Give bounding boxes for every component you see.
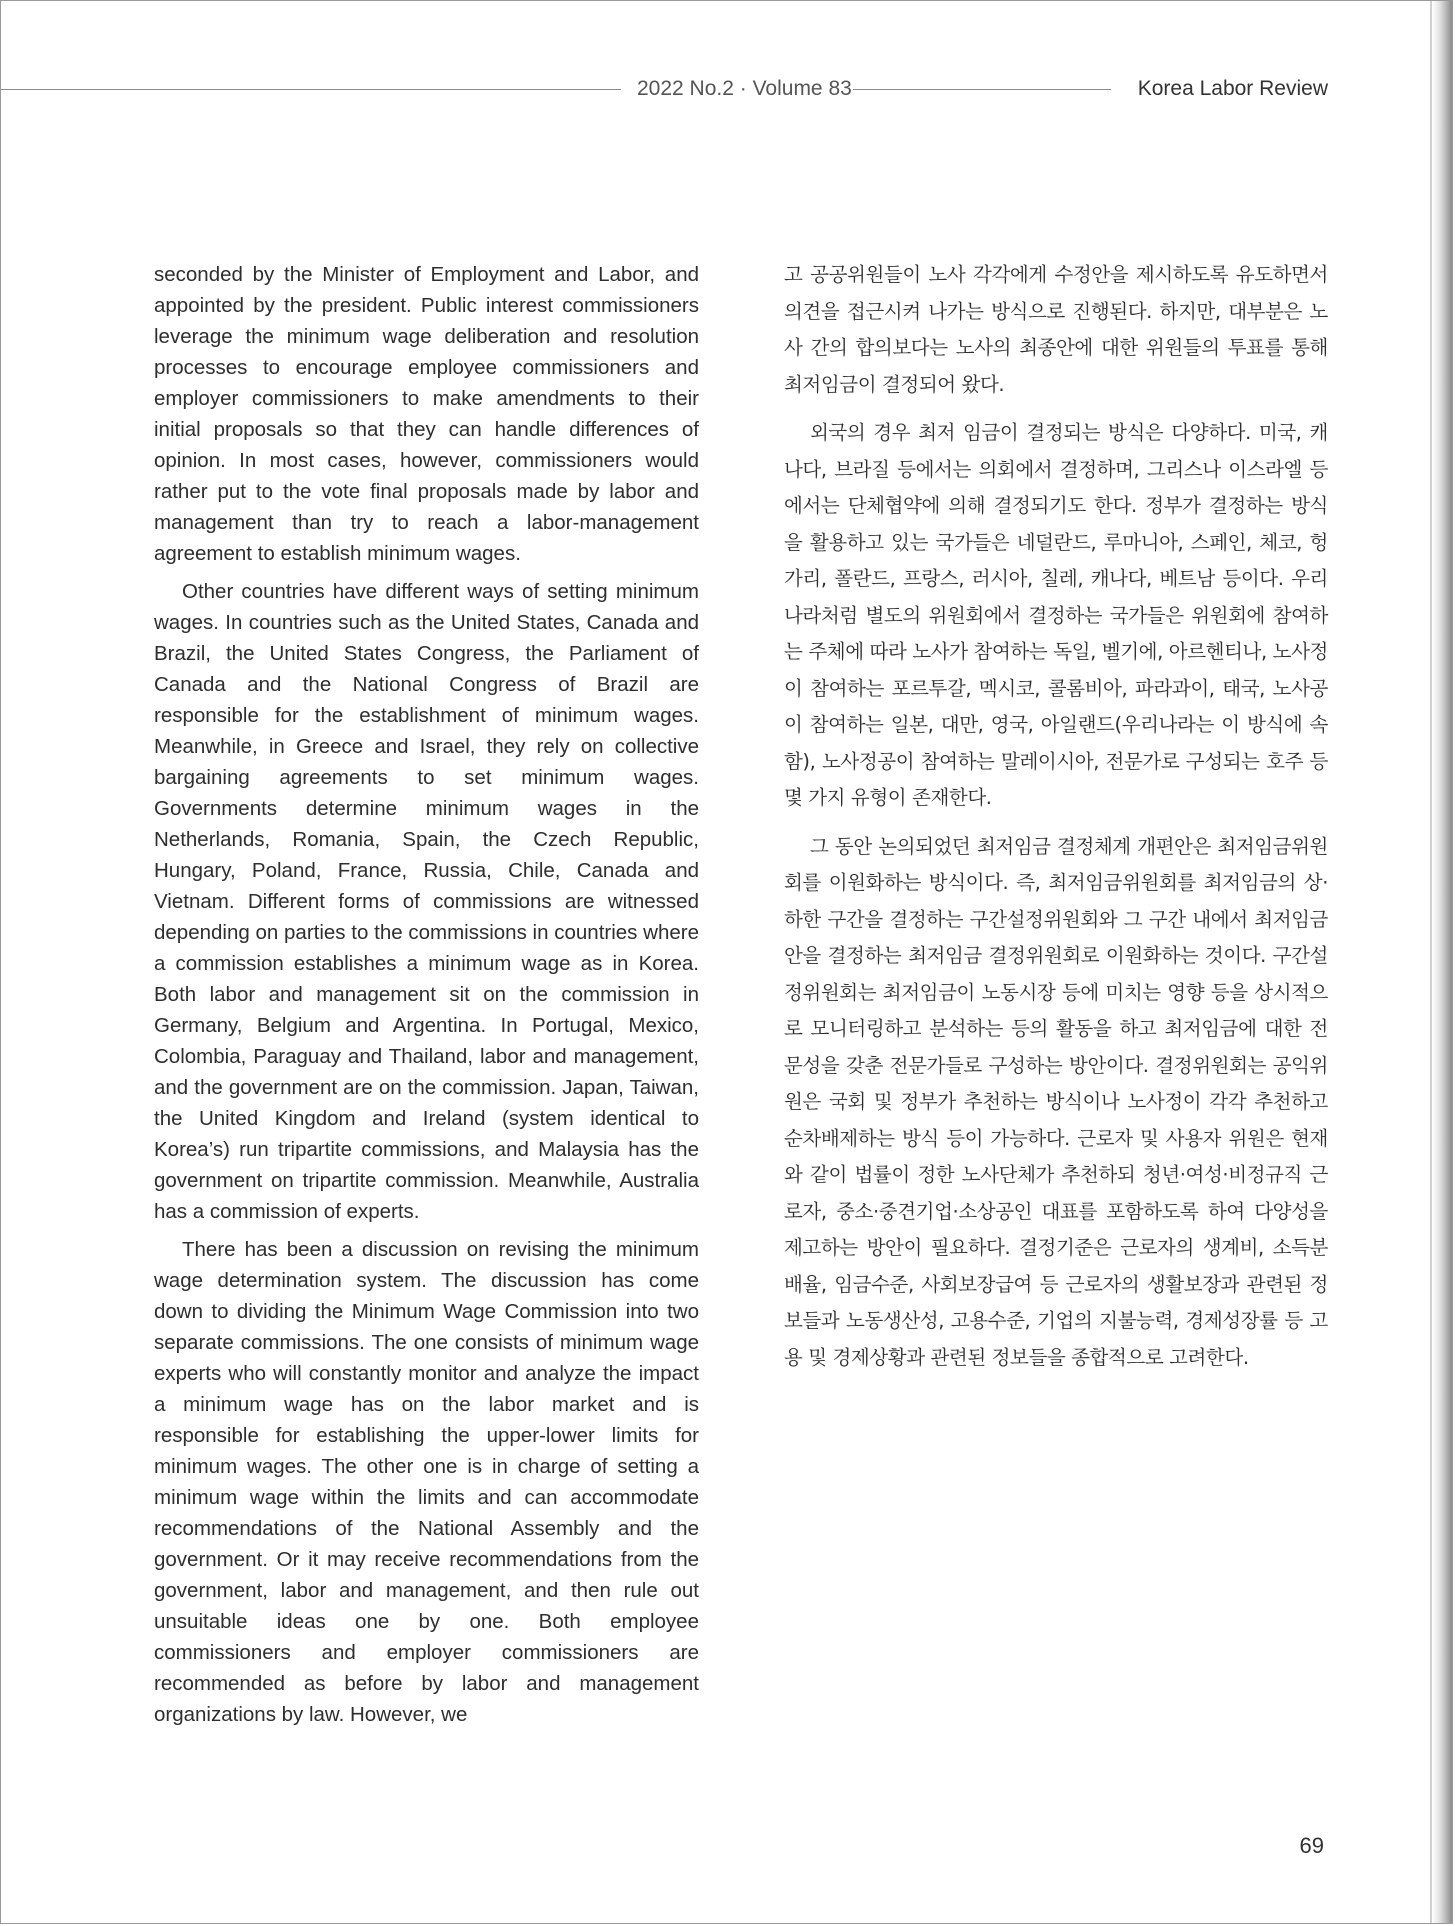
page-curl-shadow [1432,1,1452,1923]
korean-paragraph-1: 고 공공위원들이 노사 각각에게 수정안을 제시하도록 유도하면서 의견을 접근시켜 나가는 방식으로 진행된다. 하지만, 대부분은 노사 간의 합의보다는 노사의 최종안에 대한 위원들의 투표를 통해 최저임금이 결정되어 왔다. [784,263,1328,396]
issue-label: 2022 No.2 · Volume 83 [637,77,852,100]
korean-paragraph-2: 외국의 경우 최저 임금이 결정되는 방식은 다양하다. 미국, 캐나다, 브라질 등에서는 의회에서 결정하며, 그리스나 이스라엘 등에서는 단체협약에 의해 결정되기도 한다. 정부가 결정하는 방식을 활용하고 있는 국가들은 네덜란드, 루마니아, 스페인, 체코, 헝가리, 폴란드, 프랑스, 러시아, 칠레, 캐나다, 베트남 등이다. 우리나라처럼 별도의 위원회에서 결정하는 국가들은 위원회에 참여하는 주체에 따라 노사가 참여하는 독일, 벨기에, 아르헨티나, 노사정이 참여하는 포르투갈, 멕시코, 콜롬비아, 파라과이, 태국, 노사공이 참여하는 일본, 대만, 영국, 아일랜드(우리나라는 이 방식에 속함), 노사정공이 참여하는 말레이시아, 전문가로 구성되는 호주 등 몇 가지 유형이 존재한다. [784,421,1328,809]
korean-paragraph-3: 그 동안 논의되었던 최저임금 결정체계 개편안은 최저임금위원회를 이원화하는 방식이다. 즉, 최저임금위원회를 최저임금의 상·하한 구간을 결정하는 구간설정위원회와 그 구간 내에서 최저임금안을 결정하는 최저임금 결정위원회로 이원화하는 것이다. 구간설정위원회는 최저임금이 노동시장 등에 미치는 영향 등을 상시적으로 모니터링하고 분석하는 등의 활동을 하고 최저임금에 대한 전문성을 갖춘 전문가들로 구성하는 방안이다. 결정위원회는 공익위원은 국회 및 정부가 추천하는 방식이나 노사정이 각각 추천하고 순차배제하는 방식 등이 가능하다. 근로자 및 사용자 위원은 현재와 같이 법률이 정한 노사단체가 추천하되 청년·여성·비정규직 근로자, 중소·중견기업·소상공인 대표를 포함하도록 하여 다양성을 제고하는 방안이 필요하다. 결정기준은 근로자의 생계비, 소득분배율, 임금수준, 사회보장급여 등 근로자의 생활보장과 관련된 정보들과 노동생산성, 고용수준, 기업의 지불능력, 경제성장률 등 고용 및 경제상황과 관련된 정보들을 종합적으로 고려한다. [784,834,1328,1369]
header-rule-left [1,89,621,90]
english-paragraph-3: There has been a discussion on revising the minimum wage determination system. The discussion has come down to dividing the Minimum Wage Commission into two separate commissions. The one consists of minimum wage experts who will constantly monitor and analyze the impact a minimum wage has on the labor market and is responsible for establishing the upper-lower limits for minimum wages. The other one is in charge of setting a minimum wage within the limits and can accommodate recommendations of the National Assembly and the government. Or it may receive recommendations from the government, labor and management, and then rule out unsuitable ideas one by one. Both employee commissioners and employer commissioners are recommended as before by labor and management organizations by law. However, we [154,1238,699,1726]
page-edge-line [1430,1,1432,1923]
page-number: 69 [1299,1833,1324,1858]
english-paragraph-2: Other countries have different ways of setting minimum wages. In countries such as the United States, Canada and Brazil, the United States Congress, the Parliament of Canada and the National Congress of Brazil are responsible for the establishment of minimum wages. Meanwhile, in Greece and Israel, they rely on collective bargaining agreements to set minimum wages. Governments determine minimum wages in the Netherlands, Romania, Spain, the Czech Republic, Hungary, Poland, France, Russia, Chile, Canada and Vietnam. Different forms of commissions are witnessed depending on parties to the commissions in countries where a commission establishes a minimum wage as in Korea. Both labor and management sit on the commission in Germany, Belgium and Argentina. In Portugal, Mexico, Colombia, Paraguay and Thailand, labor and management, and the government are on the commission. Japan, Taiwan, the United Kingdom and Ireland (system identical to Korea’s) run tripartite commissions, and Malaysia has the government on tripartite commission. Meanwhile, Australia has a commission of experts. [154,580,699,1223]
journal-title: Korea Labor Review [1137,77,1328,100]
korean-column [784,257,1328,1388]
header-rule-middle [853,89,1111,90]
english-column [154,259,699,1737]
english-paragraph-1: seconded by the Minister of Employment and Labor, and appointed by the president. Public interest commissioners leverage the minimum wage deliberation and resolution processes to encourage employee commissioners and employer commissioners to make amendments to their initial proposals so that they can handle differences of opinion. In most cases, however, commissioners would rather put to the vote final proposals made by labor and management than try to reach a labor-management agreement to establish minimum wages. [154,263,699,565]
running-header [1,77,1328,103]
